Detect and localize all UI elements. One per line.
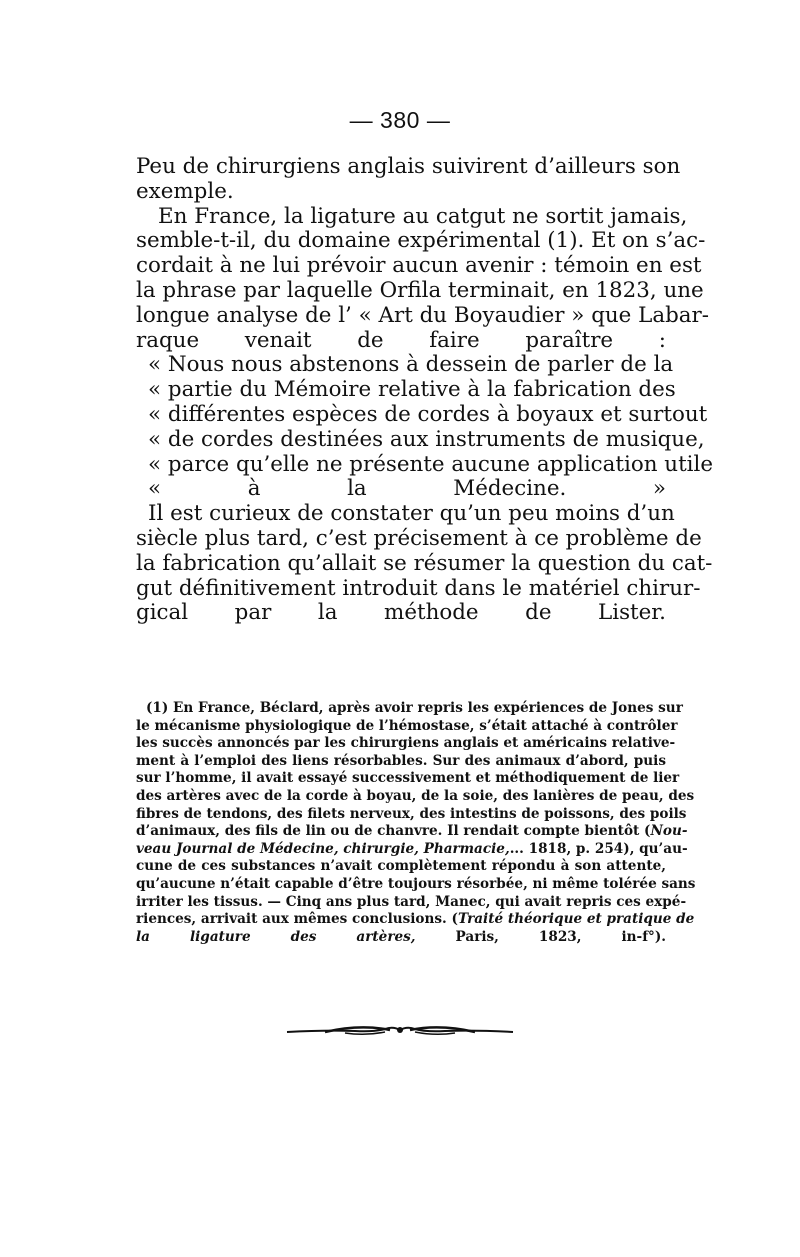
ornament-divider: [285, 1020, 515, 1040]
footnote-line: [136, 929, 666, 947]
body-line: siècle plus tard, c’est précisement à ce problème de: [136, 525, 702, 551]
footnote-line: cune de ces substances n’avait complètement répondu à son attente,: [136, 858, 666, 875]
footnote: [136, 700, 696, 946]
page-number: — 380 —: [349, 107, 451, 133]
body-line: raque venait de faire paraître :: [136, 327, 666, 353]
footnote-line: (1) En France, Béclard, après avoir repris les expériences de Jones sur: [146, 700, 683, 716]
body-line: gut définitivement introduit dans le matériel chirur-: [136, 575, 701, 601]
body-line: la fabrication qu’allait se résumer la question du cat-: [136, 550, 713, 576]
footnote-line: [136, 911, 695, 929]
body-line: longue analyse de l’ « Art du Boyaudier » que Labar-: [136, 302, 709, 328]
body-line: « Nous nous abstenons à dessein de parler de la: [148, 352, 674, 378]
body-line: cordait à ne lui prévoir aucun avenir : témoin en est: [136, 253, 702, 279]
footnote-line: sur l’homme, il avait essayé successivement et méthodiquement de lier: [136, 770, 680, 787]
footnote-line: ment à l’emploi des liens résorbables. Sur des animaux d’abord, puis: [136, 752, 666, 769]
body-line: « parce qu’elle ne présente aucune application utile: [148, 451, 714, 477]
body-line: En France, la ligature au catgut ne sortit jamais,: [158, 203, 688, 229]
footnote-italic: veau Journal de Médecine, chirurgie, Pharmacie,: [136, 840, 510, 857]
footnote-text: ... 1818, p. 254), qu’au-: [509, 840, 688, 857]
body-line: exemple.: [136, 178, 234, 204]
body-line: « de cordes destinées aux instruments de musique,: [148, 426, 705, 452]
body-line: Il est curieux de constater qu’un peu moins d’un: [148, 501, 675, 527]
footnote-line: qu’aucune n’était capable d’être toujours résorbée, ni même tolérée sans: [136, 875, 696, 892]
body-line: gical par la méthode de Lister.: [136, 600, 666, 626]
footnote-line: [136, 823, 688, 841]
body-line: Peu de chirurgiens anglais suivirent d’ailleurs son: [136, 154, 681, 179]
footnote-line: [136, 840, 688, 859]
footnote-line: les succès annoncés par les chirurgiens anglais et américains relative-: [136, 735, 676, 752]
footnote-italic: la ligature des artères,: [136, 928, 416, 945]
footnote-text: Paris, 1823, in-f°).: [415, 928, 667, 945]
body-line: « différentes espèces de cordes à boyaux et surtout: [148, 401, 708, 427]
footnote-text: d’animaux, des fils de lin ou de chanvre. Il rendait compte bientôt (: [136, 823, 651, 840]
footnote-italic: Nou-: [650, 823, 688, 840]
body-line: semble-t-il, du domaine expérimental (1). Et on s’ac-: [136, 228, 706, 254]
footnote-line: fibres de tendons, des filets nerveux, des intestins de poissons, des poils: [136, 805, 687, 822]
footnote-line: le mécanisme physiologique de l’hémostase, s’était attaché à contrôler: [136, 717, 678, 734]
footnote-line: irriter les tissus. — Cinq ans plus tard, Manec, qui avait repris ces expé-: [136, 893, 687, 910]
body-line: « partie du Mémoire relative à la fabrication des: [148, 377, 676, 403]
footnote-italic: Traité théorique et pratique de: [457, 911, 695, 928]
body-line: la phrase par laquelle Orfila terminait, en 1823, une: [136, 277, 704, 303]
footnote-line: des artères avec de la corde à boyau, de la soie, des lanières de peau, des: [136, 787, 695, 804]
footnote-text: riences, arrivait aux mêmes conclusions. (: [136, 911, 458, 928]
body-text: [136, 154, 714, 626]
body-line: « à la Médecine. »: [148, 476, 666, 502]
